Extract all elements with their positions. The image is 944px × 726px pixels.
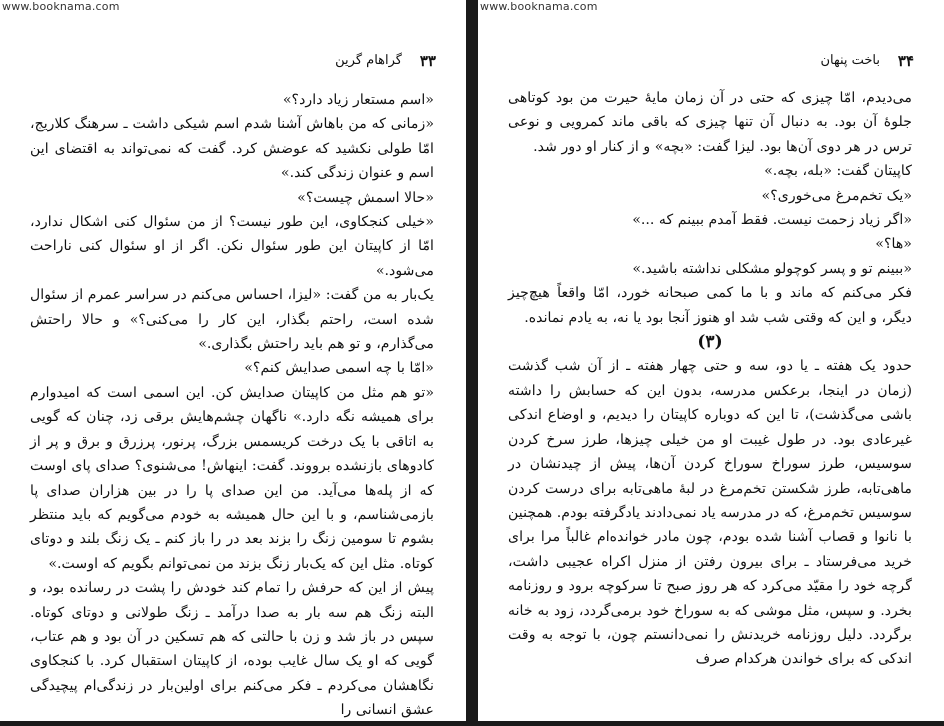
book-gutter	[466, 0, 478, 726]
paragraph: «اسم مستعار زیاد دارد؟»	[282, 92, 434, 108]
paragraph: می‌دیدم، امّا چیزی که حتی در آن زمان مایهٔ حیرت من بود کوتاهی جلوهٔ آن بود. به دنبال آن تنها چیزی که باقی ماند کمرویی و نوعی ترس در هر دوی آن‌ها بود. لیزا گفت: «بچه» و از کنار او دور شد.	[508, 90, 912, 155]
page-header	[32, 52, 436, 74]
page-number: ۳۳	[419, 52, 436, 70]
right-page	[478, 0, 944, 726]
paragraph: «حالا اسمش چیست؟»	[297, 189, 434, 206]
paragraph: فکر می‌کنم که ماند و با ما کمی صبحانه خورد، امّا واقعاً هیچ‌چیز دیگر، و این که وقتی شب شد او هنوز آنجا بود یا نه، به یادم نمانده.	[508, 285, 912, 326]
running-title: باخت پنهان	[820, 53, 880, 68]
paragraph: «ها؟»	[875, 236, 912, 253]
paragraph: حدود یک هفته ـ یا دو، سه و حتی چهار هفته ـ از آن شب گذشت (زمان در اینجا، برعکس مدرسه، بدون این که حسابش را داشته باشی می‌گذشت)، تا این که دوباره کاپیتان را دیدیم، و اوضاع اندکی غیرعادی بود. در طول غیبت او من خیلی چیزها، طرز سرخ کردن سوسیس، طرز سوراخ سوراخ کردن آن‌ها، پیش از چیدنشان در ماهی‌تابه، طرز شکستن تخم‌مرغ در لبهٔ ماهی‌تابه برای درست کردن سوسیس تخم‌مرغ، که در مدرسه یاد نمی‌دادند یادگرفته بودم. همچنین با نانوا و قصاب آشنا شده بودم، چون مادر خوانده‌ام غالباً مرا برای خرید می‌فرستاد ـ برای بیرون رفتن از منزل اکراه عجیبی داشت، گرچه خود را مقیّد می‌کرد که هر روز صبح تا سرکوچه برود و روزنامه بخرد. و سپس، مثل موشی که به سوراخ خود برمی‌گردد، زود به خانه برگردد. دلیل روزنامه خریدنش را نمی‌دانستم چون، با توجه به وقت اندکی که برای خواندن هرکدام صرف	[508, 358, 912, 668]
left-page	[0, 0, 466, 726]
chapter-heading: (۳)	[697, 332, 723, 353]
page-header	[510, 52, 914, 74]
page-number: ۳۴	[897, 52, 914, 70]
paragraph: «خیلی کنجکاوی، این طور نیست؟ از من سئوال کنی اشکال ندارد، امّا از کاپیتان این طور سئوال نکن. اگر از او سئوال کنی ناراحت می‌شود.»	[30, 214, 434, 279]
paragraph: کاپیتان گفت: «بله، بچه.»	[764, 163, 912, 180]
paragraph: «زمانی که من باهاش آشنا شدم اسم شیکی داشت ـ سرهنگ کلاریج، امّا طولی نکشید که عوضش کرد. گفت که نمی‌تواند به اقتضای این اسم و عنوان زندگی کند.»	[30, 116, 434, 182]
bottom-border	[0, 721, 944, 726]
paragraph: یک‌بار به من گفت: «لیزا، احساس می‌کنم در سراسر عمرم از سئوال شده است، راحتم بگذار، این کار را می‌کنی؟» و حالا راحتش می‌گذارم، و تو هم باید راحتش بگذاری.»	[30, 287, 434, 353]
body-text	[508, 86, 912, 672]
paragraph: «ببینم تو و پسر کوچولو مشکلی نداشته باشید.»	[632, 260, 912, 277]
running-title: گراهام گرین	[335, 53, 402, 68]
paragraph: «اگر زیاد زحمت نیست. فقط آمدم ببینم که ...»	[632, 212, 912, 229]
watermark: www.booknama.com	[480, 0, 598, 13]
body-text	[30, 88, 434, 723]
paragraph: پیش از این که حرفش را تمام کند خودش را پشت در رسانده بود، و البته زنگ هم سه بار به صدا درآمد ـ زنگ طولانی و دوتای کوتاه. سپس در باز شد و زن با حالتی که هم تسکین در آن بود و هم عتاب، گویی که او یک سال غایب بوده، از کاپیتان استقبال کرد. با کنجکاوی نگاهشان می‌کردم ـ فکر می‌کنم برای اولین‌بار در زندگی‌ام پیچیدگی عشق انسانی را	[30, 580, 434, 719]
paragraph: «تو هم مثل من کاپیتان صدایش کن. این اسمی است که امیدوارم برای همیشه نگه دارد.» ناگهان چشم‌هایش برقی زد، چنان که گویی به اتاقی با یک درخت کریسمس بزرگ، پرنور، پرزرق و برق و پر از کادوهای بازنشده برووند. گفت: اینهاش! می‌شنوی؟ صدای پای اوست که از پله‌ها می‌آید. من این صدای پا را در بین هزاران صدای پا بازمی‌شناسم، و با این حال همیشه به خودم می‌گویم که باید منتظر بشوم تا سومین زنگ را بزند بعد در را باز کنم ـ یک زنگ بلند و دوتای کوتاه. مثل این که یک‌بار زنگ بزند من نمی‌توانم بگویم که اوست.»	[30, 384, 434, 572]
paragraph: «یک تخم‌مرغ می‌خوری؟»	[761, 187, 912, 204]
paragraph: «امّا با چه اسمی صدایش کنم؟»	[244, 360, 434, 377]
watermark: www.booknama.com	[2, 0, 120, 13]
